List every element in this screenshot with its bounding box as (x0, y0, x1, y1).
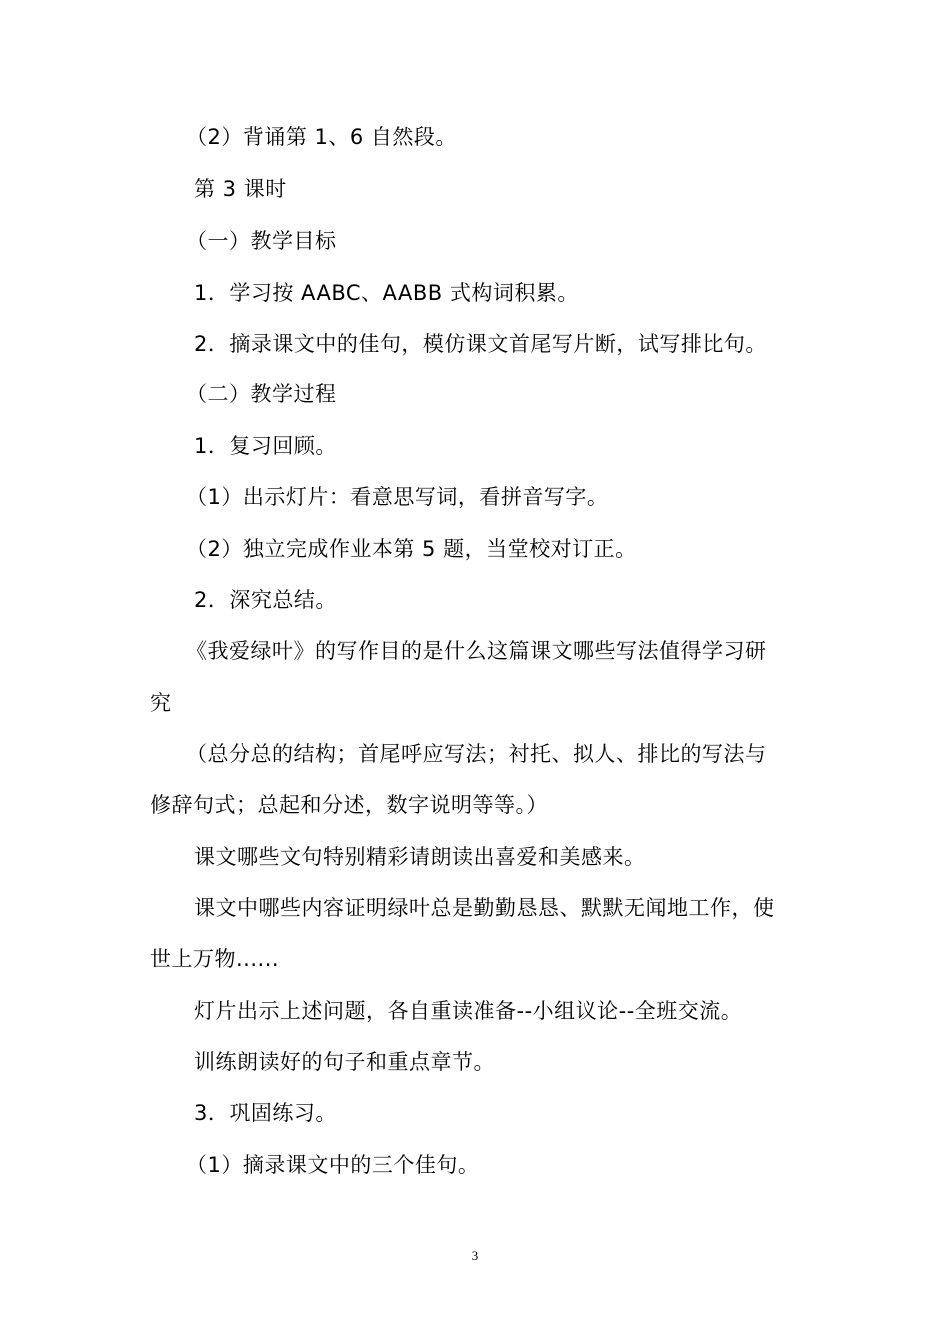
text-line: 第 3 课时 (194, 177, 287, 201)
text-line: （2）独立完成作业本第 5 题，当堂校对订正。 (186, 537, 637, 561)
text-line: 课文中哪些内容证明绿叶总是勤勤恳恳、默默无闻地工作，使 (194, 896, 775, 920)
text-line: 《我爱绿叶》的写作目的是什么这篇课文哪些写法值得学习研 (186, 639, 767, 663)
text-line: 究 (150, 691, 172, 715)
text-line: （一）教学目标 (186, 229, 337, 253)
text-line: 2．摘录课文中的佳句，模仿课文首尾写片断，试写排比句。 (194, 332, 767, 356)
text-line: 3．巩固练习。 (194, 1101, 337, 1125)
text-line: （1）出示灯片：看意思写词，看拼音写字。 (186, 485, 609, 509)
text-line: 修辞句式；总起和分述，数字说明等等。） (150, 793, 548, 817)
text-line: 世上万物...... (150, 947, 280, 971)
text-line: 课文哪些文句特别精彩请朗读出喜爱和美感来。 (194, 845, 646, 869)
text-line: 训练朗读好的句子和重点章节。 (194, 1050, 495, 1074)
text-line: 2．深究总结。 (194, 588, 337, 612)
page-number: 3 (471, 1248, 479, 1263)
text-line: （二）教学过程 (186, 382, 337, 406)
text-line: 灯片出示上述问题，各自重读准备--小组议论--全班交流。 (194, 999, 743, 1023)
text-line: （1）摘录课文中的三个佳句。 (186, 1153, 480, 1177)
text-line: 1．学习按 AABC、AABB 式构词积累。 (194, 281, 579, 305)
text-line: （2）背诵第 1、6 自然段。 (186, 125, 457, 149)
text-line: （总分总的结构；首尾呼应写法；衬托、拟人、排比的写法与 (186, 742, 767, 766)
text-line: 1．复习回顾。 (194, 434, 337, 458)
